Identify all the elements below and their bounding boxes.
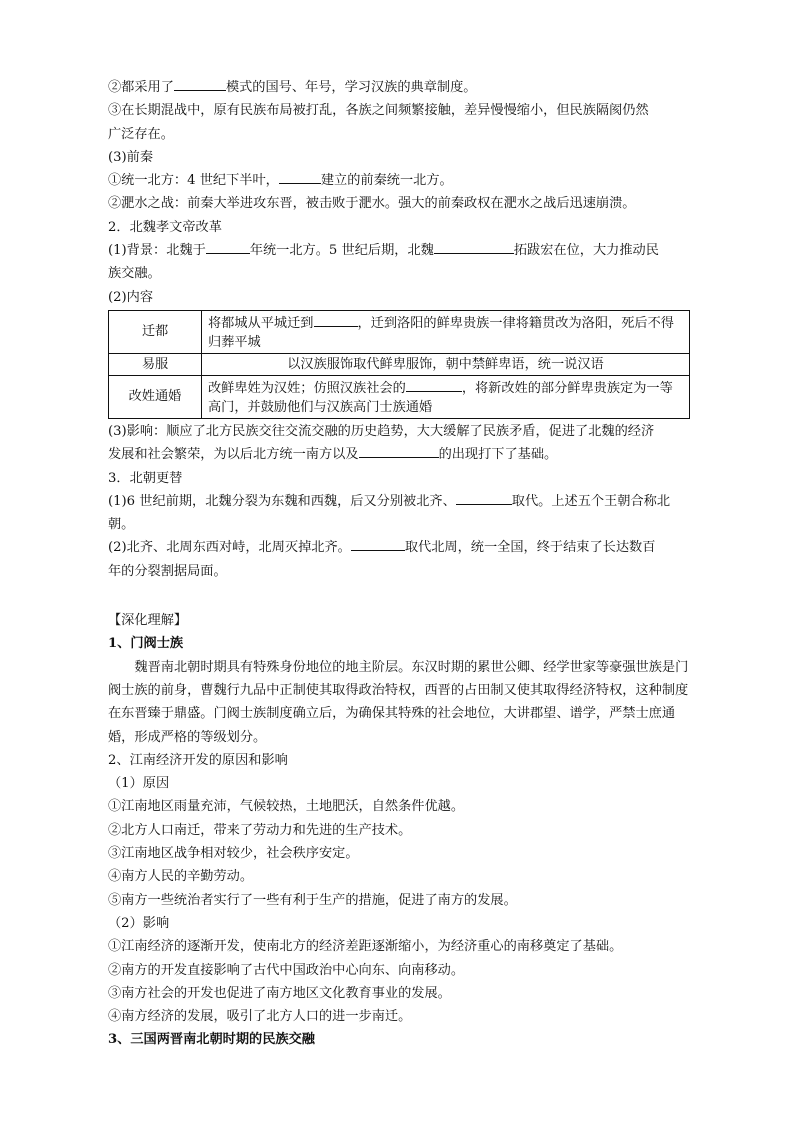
text-line bbox=[108, 239, 690, 262]
subsection-heading: 1、门阀士族 bbox=[108, 636, 184, 652]
list-item: ⑤南方一些统治者实行了一些有利于生产的措施，促进了南方的发展。 bbox=[108, 892, 517, 908]
text-line bbox=[108, 536, 690, 559]
section-mid bbox=[108, 420, 690, 583]
text-line: 族交融。 bbox=[108, 266, 161, 282]
fill-blank[interactable] bbox=[206, 239, 250, 254]
subsection-heading: 2、江南经济开发的原因和影响 bbox=[108, 752, 288, 768]
list-item: ②北方人口南迁，带来了劳动力和先进的生产技术。 bbox=[108, 822, 412, 838]
text-line bbox=[108, 490, 690, 513]
text-line: 广泛存在。 bbox=[108, 126, 174, 142]
reasons-list bbox=[108, 795, 690, 911]
cell-text: 将都城从平城迁到 bbox=[208, 315, 314, 331]
list-item: ④南方人民的辛勤劳动。 bbox=[108, 869, 254, 885]
table-row-head: 迁都 bbox=[109, 310, 202, 353]
text-line: ③在长期混战中，原有民族布局被打乱，各族之间频繁接触，差异慢慢缩小，但民族隔阂仍然 bbox=[108, 103, 649, 119]
table-row bbox=[109, 375, 690, 418]
line-text: 模式的国号、年号，学习汉族的典章制度。 bbox=[225, 80, 477, 95]
text-line bbox=[108, 76, 690, 99]
line-text: 拓跋宏在位，大力推动民 bbox=[513, 243, 659, 259]
section-top bbox=[108, 76, 690, 309]
line-text: 建立的前秦统一北方。 bbox=[320, 173, 453, 189]
text-line: 年的分裂割据局面。 bbox=[108, 563, 227, 579]
cell-text: ，迁到洛阳的鲜卑贵族一律将籍贯改为洛阳，死后不得归葬平城 bbox=[208, 315, 674, 350]
list-item: ①江南地区雨量充沛，气候较热，土地肥沃，自然条件优越。 bbox=[108, 799, 465, 815]
fill-blank[interactable] bbox=[314, 312, 358, 327]
text-line: 2．北魏孝文帝改革 bbox=[108, 219, 222, 235]
list-item: ③江南地区战争相对较少，社会秩序安定。 bbox=[108, 846, 359, 862]
table-cell bbox=[202, 310, 690, 353]
fill-blank[interactable] bbox=[351, 536, 405, 551]
section-heading: 【深化理解】 bbox=[108, 613, 188, 629]
text-line: (3)前秦 bbox=[108, 149, 154, 165]
reform-content-table bbox=[108, 310, 690, 419]
list-item: ④南方经济的发展，吸引了北方人口的进一步南迁。 bbox=[108, 1009, 412, 1025]
table-row-head: 改姓通婚 bbox=[109, 375, 202, 418]
fill-blank[interactable] bbox=[456, 490, 512, 505]
line-text: (1)6 世纪前期，北魏分裂为东魏和西魏，后又分别被北齐、 bbox=[108, 493, 456, 509]
line-text: (2)北齐、北周东西对峙，北周灭掉北齐。 bbox=[108, 540, 351, 556]
text-line: (3)影响：顺应了北方民族交往交流交融的历史趋势，大大缓解了民族矛盾，促进了北魏的经济 bbox=[108, 423, 655, 439]
cell-text: ，将新改姓的部分鲜卑贵族定为一等高门，并鼓励他们与汉族高门士族通婚 bbox=[208, 380, 673, 415]
table-cell bbox=[202, 375, 690, 418]
paragraph: 魏晋南北朝时期具有特殊身份地位的地主阶层。东汉时期的累世公卿、经学世家等豪强世族是门阀士族的前身，曹魏行九品中正制使其取得政治特权，西晋的占田制又使其取得经济特权，这种制度在东晋臻于鼎盛。门阀士族制度确立后，为确保其特殊的社会地位，大讲郡望、谱学，严禁士庶通婚，形成严格的等级划分。 bbox=[108, 659, 689, 745]
table-row bbox=[109, 353, 690, 375]
line-text: 取代。上述五个王朝合称北 bbox=[511, 493, 671, 509]
fill-blank[interactable] bbox=[174, 76, 226, 91]
document-page bbox=[108, 76, 690, 1052]
fill-blank[interactable] bbox=[279, 169, 321, 184]
table-row bbox=[109, 310, 690, 353]
cell-text: 改鲜卑姓为汉姓；仿照汉族社会的 bbox=[208, 380, 406, 396]
list-item: ②南方的开发直接影响了古代中国政治中心向东、向南移动。 bbox=[108, 962, 465, 978]
line-text: 的出现打下了基础。 bbox=[438, 447, 558, 463]
list-item: ①江南经济的逐渐开发，使南北方的经济差距逐渐缩小，为经济重心的南移奠定了基础。 bbox=[108, 939, 623, 955]
text-line: 朝。 bbox=[108, 517, 135, 533]
fill-blank[interactable] bbox=[406, 377, 462, 392]
list-item: ③南方社会的开发也促进了南方地区文化教育事业的发展。 bbox=[108, 985, 451, 1001]
fill-blank[interactable] bbox=[359, 443, 439, 458]
line-text: 发展和社会繁荣，为以后北方统一南方以及 bbox=[108, 447, 359, 463]
subsubsection-title: （1）原因 bbox=[108, 776, 170, 792]
fill-blank[interactable] bbox=[434, 239, 514, 254]
subsection-heading: 3、三国两晋南北朝时期的民族交融 bbox=[108, 1032, 315, 1048]
line-text: 年统一北方。5 世纪后期，北魏 bbox=[249, 243, 434, 259]
text-line: (2)内容 bbox=[108, 289, 154, 305]
text-line bbox=[108, 169, 690, 192]
text-line bbox=[108, 443, 690, 466]
text-line: 3．北朝更替 bbox=[108, 470, 183, 486]
table-row-head: 易服 bbox=[109, 353, 202, 375]
line-text: ①统一北方：4 世纪下半叶， bbox=[108, 173, 279, 189]
line-text: ②都采用了 bbox=[108, 80, 174, 95]
table-cell: 以汉族服饰取代鲜卑服饰，朝中禁鲜卑语，统一说汉语 bbox=[202, 353, 690, 375]
text-line: ②淝水之战：前秦大举进攻东晋，被击败于淝水。强大的前秦政权在淝水之战后迅速崩溃。 bbox=[108, 196, 636, 212]
subsubsection-title: （2）影响 bbox=[108, 915, 170, 931]
effects-list bbox=[108, 935, 690, 1028]
line-text: 取代北周，统一全国，终于结束了长达数百 bbox=[404, 540, 656, 556]
line-text: (1)背景：北魏于 bbox=[108, 243, 206, 259]
